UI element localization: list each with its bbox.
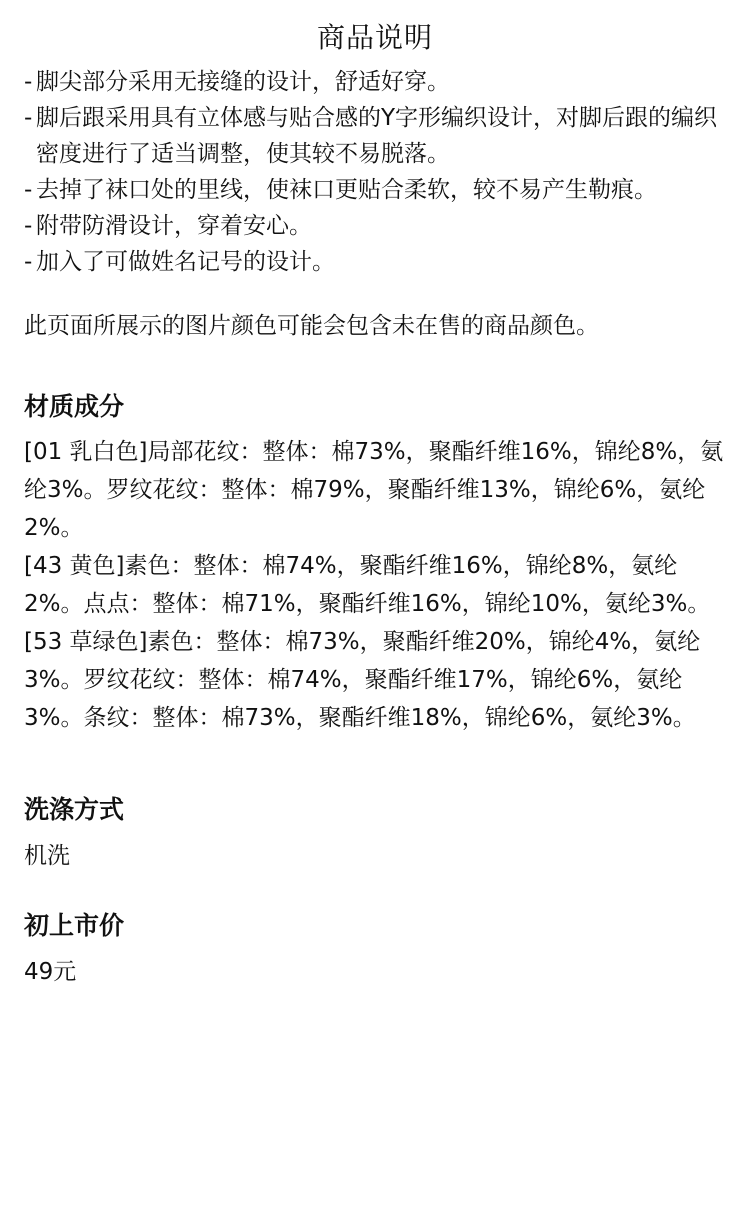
washing-section [24, 792, 726, 874]
description-list [24, 64, 726, 280]
material-entry: [53 草绿色]素色：整体：棉73%，聚酯纤维20%，锦纶4%，氨纶3%。罗纹花纹：整体：棉74%，聚酯纤维17%，锦纶6%，氨纶3%。条纹：整体：棉73%，聚酯纤维18%，锦纶6%，氨纶3%。 [24, 629, 701, 731]
washing-value: 机洗 [24, 843, 70, 869]
color-note: 此页面所展示的图片颜色可能会包含未在售的商品颜色。 [24, 313, 599, 339]
price-value: 49元 [24, 959, 77, 985]
price-section [24, 908, 726, 990]
price-heading: 初上市价 [24, 911, 125, 940]
material-list [24, 433, 726, 737]
material-entry: [43 黄色]素色：整体：棉74%，聚酯纤维16%，锦纶8%，氨纶2%。点点：整体：棉71%，聚酯纤维16%，锦纶10%，氨纶3%。 [24, 553, 711, 617]
description-item: - 脚后跟采用具有立体感与贴合感的Y字形编织设计，对脚后跟的编织密度进行了适当调整，使其较不易脱落。 [24, 100, 726, 172]
description-item: - 附带防滑设计，穿着安心。 [24, 208, 726, 244]
material-entry: [01 乳白色]局部花纹：整体：棉73%，聚酯纤维16%，锦纶8%，氨纶3%。罗纹花纹：整体：棉79%，聚酯纤维13%，锦纶6%，氨纶2%。 [24, 439, 724, 541]
washing-heading: 洗涤方式 [24, 795, 125, 824]
page-title: 商品说明 [316, 21, 433, 54]
material-section [24, 389, 726, 737]
description-item: - 去掉了袜口处的里线，使袜口更贴合柔软，较不易产生勒痕。 [24, 172, 726, 208]
description-item: - 加入了可做姓名记号的设计。 [24, 244, 726, 280]
material-heading: 材质成分 [24, 392, 125, 421]
description-item: - 脚尖部分采用无接缝的设计，舒适好穿。 [24, 64, 726, 100]
